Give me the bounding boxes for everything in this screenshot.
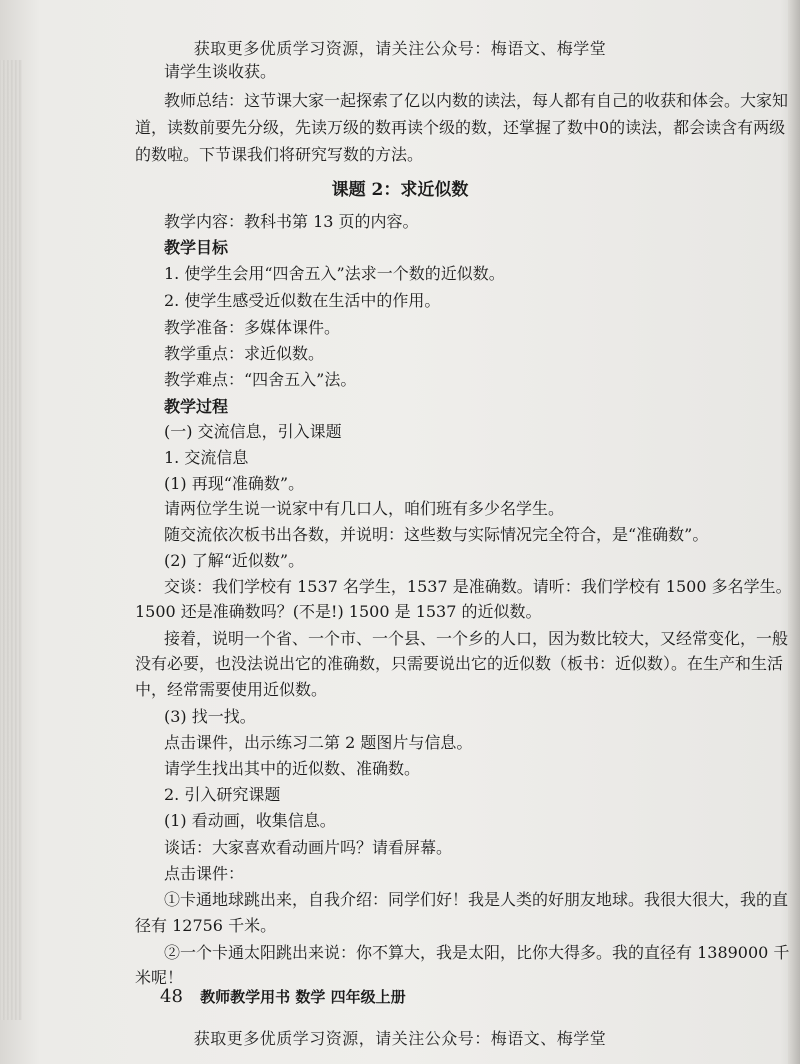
watermark-top: 获取更多优质学习资源，请关注公众号：梅语文、梅学堂 xyxy=(193,39,607,58)
paragraph-line: 交谈：我们学校有 1537 名学生，1537 是准确数。请听：我们学校有 1500 多名学生。 xyxy=(164,577,792,596)
subsection-1: (一) 交流信息，引入课题 xyxy=(164,422,342,441)
teaching-focus: 教学重点：求近似数。 xyxy=(164,344,325,363)
paragraph-line: 径有 12756 千米。 xyxy=(135,916,277,935)
item-1-3: (3) 找一找。 xyxy=(164,707,256,726)
page-stack-edge xyxy=(0,60,22,1020)
paragraph-line: 请两位学生说一说家中有几口人，咱们班有多少名学生。 xyxy=(164,499,565,518)
intro-line-4: 的数啦。下节课我们将研究写数的方法。 xyxy=(135,145,424,164)
paragraph-line: 随交流依次板书出各数，并说明：这些数与实际情况完全符合，是“准确数”。 xyxy=(164,525,709,544)
teaching-preparation: 教学准备：多媒体课件。 xyxy=(164,318,341,337)
paragraph-line: 中，经常需要使用近似数。 xyxy=(135,680,328,699)
paragraph-line: 点击课件，出示练习二第 2 题图片与信息。 xyxy=(164,733,473,752)
section-heading-goals: 教学目标 xyxy=(164,238,229,257)
paragraph-line: 接着，说明一个省、一个市、一个县、一个乡的人口，因为数比较大，又经常变化，一般 xyxy=(164,629,789,648)
item-2-1: (1) 看动画，收集信息。 xyxy=(164,811,336,830)
paragraph-line: 米呢！ xyxy=(135,968,184,987)
item-1-1: (1) 再现“准确数”。 xyxy=(164,474,305,493)
paragraph-line: 请学生找出其中的近似数、准确数。 xyxy=(164,759,421,778)
item-2: 2. 引入研究课题 xyxy=(164,785,281,804)
section-heading-process: 教学过程 xyxy=(164,397,229,416)
book-title: 教师教学用书 数学 四年级上册 xyxy=(200,988,406,1006)
paragraph-line: 谈话：大家喜欢看动画片吗？请看屏幕。 xyxy=(164,838,453,857)
item-1-2: (2) 了解“近似数”。 xyxy=(164,551,305,570)
paragraph-line: 点击课件： xyxy=(164,864,245,883)
goal-1: 1. 使学生会用“四舍五入”法求一个数的近似数。 xyxy=(164,264,505,283)
paragraph-line: 没有必要，也没法说出它的准确数，只需要说出它的近似数（板书：近似数）。在生产和生活 xyxy=(135,654,784,673)
intro-line-1: 请学生谈收获。 xyxy=(164,62,277,81)
page-shadow xyxy=(788,0,800,1064)
intro-line-2: 教师总结：这节课大家一起探索了亿以内数的读法，每人都有自己的收获和体会。大家知 xyxy=(164,91,789,110)
page-footer xyxy=(160,986,406,1007)
paragraph-line: ②一个卡通太阳跳出来说：你不算大，我是太阳，比你大得多。我的直径有 1389000 千 xyxy=(164,943,790,962)
teaching-content: 教学内容：教科书第 13 页的内容。 xyxy=(164,212,419,231)
page-number: 48 xyxy=(160,986,183,1007)
goal-2: 2. 使学生感受近似数在生活中的作用。 xyxy=(164,291,441,310)
item-1: 1. 交流信息 xyxy=(164,448,249,467)
paragraph-line: 1500 还是准确数吗？(不是!) 1500 是 1537 的近似数。 xyxy=(135,602,542,621)
teaching-difficulty: 教学难点：“四舍五入”法。 xyxy=(164,370,357,389)
paragraph-line: ①卡通地球跳出来，自我介绍：同学们好！我是人类的好朋友地球。我很大很大，我的直 xyxy=(164,890,789,909)
intro-line-3: 道，读数前要先分级，先读万级的数再读个级的数，还掌握了数中0的读法，都会读含有两级 xyxy=(135,118,786,137)
watermark-bottom: 获取更多优质学习资源，请关注公众号：梅语文、梅学堂 xyxy=(193,1029,607,1048)
lesson-title: 课题 2：求近似数 xyxy=(331,180,469,200)
